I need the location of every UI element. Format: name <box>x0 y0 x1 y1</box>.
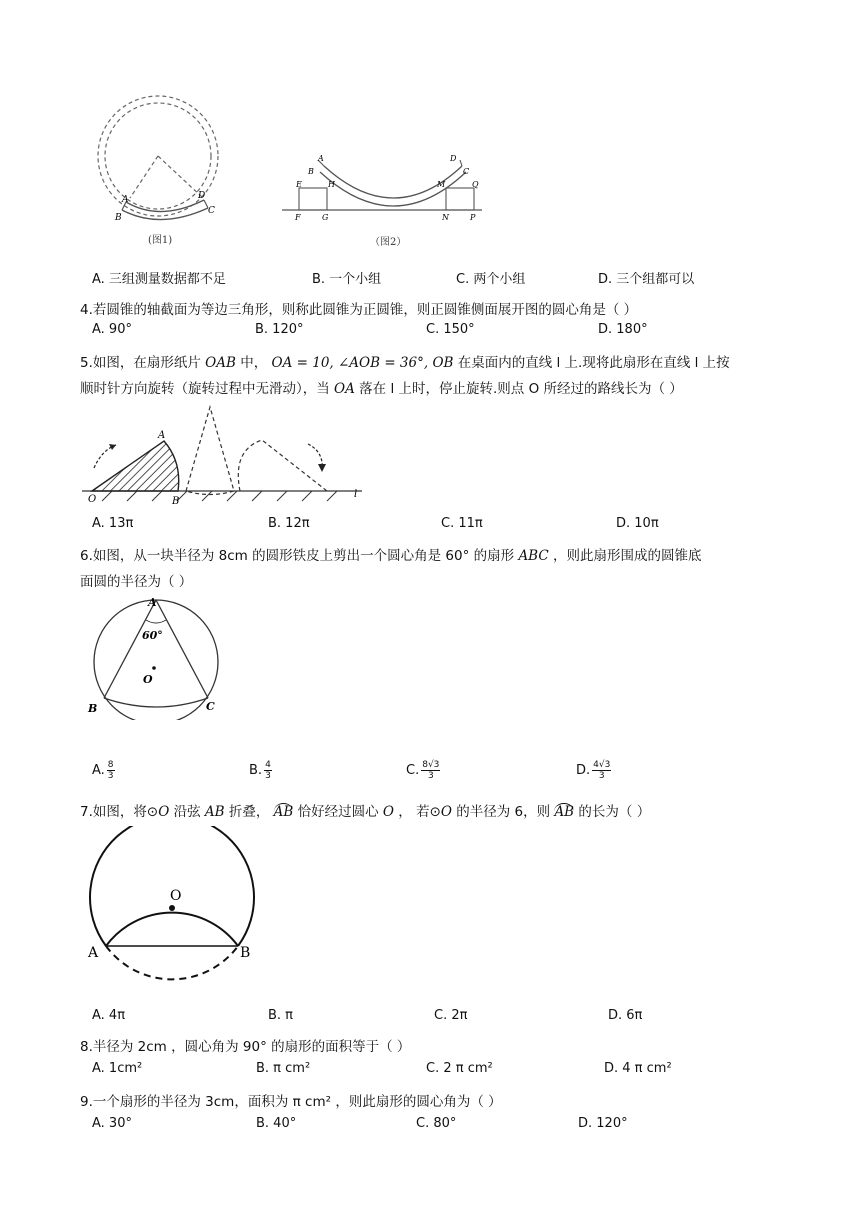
q7-var-o-3: O <box>440 804 452 820</box>
fig2-label-b: B <box>308 167 314 176</box>
q7-question <box>80 800 650 820</box>
q3-option-b[interactable]: B. 一个小组 <box>312 272 382 287</box>
q6-option-c-num: 8√3 <box>422 760 440 770</box>
q7-figure <box>86 826 266 996</box>
q7-option-d[interactable]: D. 6π <box>608 1008 643 1023</box>
q6-question-line-2: 面圆的半径为（ ） <box>80 574 193 590</box>
fig2-label-n: N <box>442 213 449 222</box>
q7-arc-ab: AB <box>273 804 294 820</box>
q3-option-d[interactable]: D. 三个组都可以 <box>598 272 695 287</box>
q6-fig-label-a: A <box>148 596 157 609</box>
q7-text-2: 沿弦 <box>169 804 205 820</box>
fig1-caption: (图1) <box>148 235 173 246</box>
q9-option-c[interactable]: C. 80° <box>416 1116 457 1131</box>
q9-question: 9.一个扇形的半径为 3cm，面积为 π cm² ，则此扇形的圆心角为（ ） <box>80 1094 502 1110</box>
q6-option-b-label: B. <box>249 763 263 778</box>
q6-fig-label-angle: 60° <box>142 629 163 642</box>
q6-option-c[interactable] <box>406 760 440 781</box>
q5-text-1: 5.如图，在扇形纸片 <box>80 355 206 371</box>
q5-figure <box>82 400 372 510</box>
q6-option-a[interactable] <box>92 760 115 781</box>
q6-option-d-label: D. <box>576 763 591 778</box>
q7-arc-ab-2: AB <box>554 804 575 820</box>
q5-text-5: 落在 l 上时，停止旋转.则点 O 所经过的路线长为（ ） <box>354 381 683 397</box>
q5-fig-label-l: l <box>354 489 358 500</box>
q6-option-d-fraction <box>592 760 611 781</box>
q5-math: OA = 10, ∠AOB = 36°, OB <box>271 355 454 371</box>
q7-fig-label-b: B <box>240 945 251 961</box>
q6-option-c-fraction <box>421 760 440 781</box>
q6-option-b-num: 4 <box>265 760 271 770</box>
q7-fig-label-o: O <box>170 888 182 904</box>
q6-text-1: 6.如图，从一块半径为 8cm 的圆形铁皮上剪出一个圆心角是 60° 的扇形 <box>80 548 519 564</box>
figure-2 <box>282 148 487 252</box>
q7-text-7: 的长为（ ） <box>574 804 651 820</box>
q7-fig-label-a: A <box>88 945 99 961</box>
fig2-label-e: E <box>296 180 302 189</box>
q4-question: 4.若圆锥的轴截面为等边三角形，则称此圆锥为正圆锥，则正圆锥侧面展开图的圆心角是（ ） <box>80 302 638 318</box>
q6-option-c-den: 3 <box>427 771 434 781</box>
fig1-label-c: C <box>208 206 215 216</box>
fig2-label-c: C <box>463 167 470 176</box>
q6-option-a-label: A. <box>92 763 105 778</box>
q7-var-o-2: O <box>382 804 394 820</box>
q5-fig-label-b: B <box>172 496 180 507</box>
q6-option-d-num: 4√3 <box>593 760 611 770</box>
fig1-label-a: A <box>122 195 129 205</box>
q5-question-line-2 <box>80 377 683 397</box>
fig1-label-d: D <box>198 191 206 201</box>
q4-option-d[interactable]: D. 180° <box>598 322 648 337</box>
q5-option-c[interactable]: C. 11π <box>441 516 483 531</box>
fig2-label-g: G <box>322 213 329 222</box>
q6-figure <box>84 592 234 720</box>
q5-text-4: 顺时针方向旋转（旋转过程中无滑动），当 <box>80 381 335 397</box>
fig2-label-a: A <box>318 154 324 163</box>
q9-option-a[interactable]: A. 30° <box>92 1116 132 1131</box>
q8-question: 8.半径为 2cm ，圆心角为 90° 的扇形的面积等于（ ） <box>80 1039 411 1055</box>
q7-text-1: 7.如图，将⊙ <box>80 804 159 820</box>
q7-var-ab: AB <box>204 804 225 820</box>
q4-option-b[interactable]: B. 120° <box>255 322 304 337</box>
q6-option-d-den: 3 <box>598 771 605 781</box>
q7-text-6: 的半径为 6，则 <box>451 804 555 820</box>
q7-option-a[interactable]: A. 4π <box>92 1008 126 1023</box>
q5-option-d[interactable]: D. 10π <box>616 516 659 531</box>
q5-option-a[interactable]: A. 13π <box>92 516 134 531</box>
q7-option-c[interactable]: C. 2π <box>434 1008 468 1023</box>
q8-option-d[interactable]: D. 4 π cm² <box>604 1061 672 1076</box>
q4-option-c[interactable]: C. 150° <box>426 322 475 337</box>
fig2-label-h: H <box>328 180 335 189</box>
q6-option-d[interactable] <box>576 760 611 781</box>
q6-fig-label-o: O <box>143 673 153 686</box>
q6-var-abc: ABC <box>518 548 549 564</box>
q5-text-2: 中， <box>235 355 272 371</box>
q8-option-a[interactable]: A. 1cm² <box>92 1061 143 1076</box>
q7-option-b[interactable]: B. π <box>268 1008 294 1023</box>
q9-option-b[interactable]: B. 40° <box>256 1116 297 1131</box>
q5-var-oa: OA <box>334 381 355 397</box>
figure-1 <box>90 90 240 252</box>
fig1-label-b: B <box>115 213 122 223</box>
q3-option-a[interactable]: A. 三组测量数据都不足 <box>92 272 226 287</box>
fig2-label-m: M <box>437 180 446 189</box>
fig2-label-q: Q <box>472 180 479 189</box>
q5-var-oab: OAB <box>205 355 236 371</box>
q6-option-a-num: 8 <box>107 760 114 770</box>
q6-option-b[interactable] <box>249 760 272 781</box>
q5-question-line-1 <box>80 351 730 371</box>
q6-option-b-fraction <box>264 760 272 781</box>
q6-option-a-den: 3 <box>107 771 114 781</box>
q6-fig-label-c: C <box>206 700 215 713</box>
q5-option-b[interactable]: B. 12π <box>268 516 310 531</box>
fig2-caption: （图2） <box>370 237 407 248</box>
q5-fig-label-o: O <box>88 494 97 505</box>
q6-option-c-label: C. <box>406 763 420 778</box>
q6-option-a-fraction <box>107 760 115 781</box>
fig2-label-p: P <box>470 213 476 222</box>
q7-text-3: 折叠， <box>224 804 274 820</box>
q5-text-3: 在桌面内的直线 l 上.现将此扇形在直线 l 上按 <box>453 355 730 371</box>
q7-text-5: ， 若⊙ <box>393 804 441 820</box>
q5-fig-label-a: A <box>158 430 166 441</box>
q6-fig-label-b: B <box>88 702 98 715</box>
q3-option-c[interactable]: C. 两个小组 <box>456 272 526 287</box>
q4-option-a[interactable]: A. 90° <box>92 322 132 337</box>
q7-text-4: 恰好经过圆心 <box>293 804 383 820</box>
q9-option-d[interactable]: D. 120° <box>578 1116 628 1131</box>
q8-option-c[interactable]: C. 2 π cm² <box>426 1061 493 1076</box>
fig2-label-d: D <box>450 154 457 163</box>
q7-var-o: O <box>158 804 170 820</box>
q6-question-line-1 <box>80 544 701 564</box>
fig2-label-f: F <box>295 213 301 222</box>
q8-option-b[interactable]: B. π cm² <box>256 1061 311 1076</box>
q6-text-2: ，则此扇形围成的圆锥底 <box>548 548 702 564</box>
q6-option-b-den: 3 <box>265 771 271 781</box>
